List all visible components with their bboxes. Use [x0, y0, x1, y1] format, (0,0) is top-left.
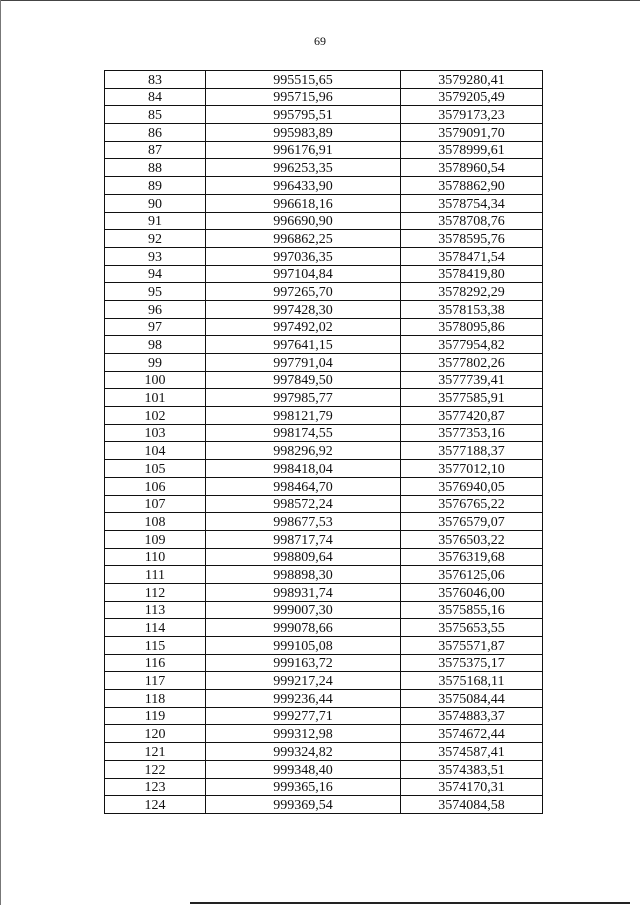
table-row	[105, 88, 543, 106]
y-coordinate-cell: 3579280,41	[401, 71, 543, 89]
y-coordinate-cell: 3577954,82	[401, 336, 543, 354]
point-number-cell: 88	[105, 159, 206, 177]
page-number: 69	[314, 34, 326, 48]
y-coordinate-cell: 3579205,49	[401, 88, 543, 106]
table-row	[105, 796, 543, 814]
y-coordinate-cell: 3577420,87	[401, 407, 543, 425]
y-coordinate-cell: 3574587,41	[401, 743, 543, 761]
point-number-cell: 109	[105, 530, 206, 548]
x-coordinate-cell: 998296,92	[206, 442, 401, 460]
point-number-cell: 89	[105, 177, 206, 195]
table-row	[105, 743, 543, 761]
table-row	[105, 619, 543, 637]
y-coordinate-cell: 3577012,10	[401, 460, 543, 478]
y-coordinate-cell: 3575653,55	[401, 619, 543, 637]
coordinates-table-body	[105, 71, 543, 814]
x-coordinate-cell: 998464,70	[206, 477, 401, 495]
y-coordinate-cell: 3578471,54	[401, 247, 543, 265]
table-row	[105, 318, 543, 336]
point-number-cell: 122	[105, 760, 206, 778]
point-number-cell: 113	[105, 601, 206, 619]
y-coordinate-cell: 3575855,16	[401, 601, 543, 619]
x-coordinate-cell: 997791,04	[206, 354, 401, 372]
point-number-cell: 98	[105, 336, 206, 354]
point-number-cell: 105	[105, 460, 206, 478]
x-coordinate-cell: 997641,15	[206, 336, 401, 354]
x-coordinate-cell: 998121,79	[206, 407, 401, 425]
y-coordinate-cell: 3574883,37	[401, 707, 543, 725]
point-number-cell: 114	[105, 619, 206, 637]
point-number-cell: 84	[105, 88, 206, 106]
x-coordinate-cell: 999324,82	[206, 743, 401, 761]
point-number-cell: 111	[105, 566, 206, 584]
x-coordinate-cell: 997428,30	[206, 300, 401, 318]
point-number-cell: 124	[105, 796, 206, 814]
x-coordinate-cell: 999348,40	[206, 760, 401, 778]
y-coordinate-cell: 3575084,44	[401, 690, 543, 708]
point-number-cell: 91	[105, 212, 206, 230]
x-coordinate-cell: 996690,90	[206, 212, 401, 230]
y-coordinate-cell: 3578153,38	[401, 300, 543, 318]
table-row	[105, 707, 543, 725]
point-number-cell: 102	[105, 407, 206, 425]
table-row	[105, 354, 543, 372]
x-coordinate-cell: 999078,66	[206, 619, 401, 637]
x-coordinate-cell: 999007,30	[206, 601, 401, 619]
point-number-cell: 90	[105, 194, 206, 212]
table-row	[105, 778, 543, 796]
x-coordinate-cell: 996176,91	[206, 141, 401, 159]
table-row	[105, 672, 543, 690]
table-row	[105, 460, 543, 478]
y-coordinate-cell: 3574170,31	[401, 778, 543, 796]
coordinates-table	[104, 70, 543, 814]
x-coordinate-cell: 995795,51	[206, 106, 401, 124]
y-coordinate-cell: 3576579,07	[401, 513, 543, 531]
page-border-bottom	[190, 902, 630, 904]
table-row	[105, 194, 543, 212]
y-coordinate-cell: 3577353,16	[401, 424, 543, 442]
point-number-cell: 83	[105, 71, 206, 89]
y-coordinate-cell: 3578419,80	[401, 265, 543, 283]
table-row	[105, 495, 543, 513]
page-border-left	[0, 0, 1, 905]
point-number-cell: 120	[105, 725, 206, 743]
table-row	[105, 230, 543, 248]
x-coordinate-cell: 995715,96	[206, 88, 401, 106]
table-row	[105, 283, 543, 301]
y-coordinate-cell: 3574084,58	[401, 796, 543, 814]
x-coordinate-cell: 997849,50	[206, 371, 401, 389]
table-row	[105, 654, 543, 672]
y-coordinate-cell: 3574383,51	[401, 760, 543, 778]
point-number-cell: 93	[105, 247, 206, 265]
x-coordinate-cell: 996433,90	[206, 177, 401, 195]
x-coordinate-cell: 997492,02	[206, 318, 401, 336]
point-number-cell: 116	[105, 654, 206, 672]
x-coordinate-cell: 997104,84	[206, 265, 401, 283]
x-coordinate-cell: 998572,24	[206, 495, 401, 513]
point-number-cell: 104	[105, 442, 206, 460]
y-coordinate-cell: 3578754,34	[401, 194, 543, 212]
table-row	[105, 760, 543, 778]
point-number-cell: 101	[105, 389, 206, 407]
point-number-cell: 112	[105, 583, 206, 601]
y-coordinate-cell: 3575375,17	[401, 654, 543, 672]
y-coordinate-cell: 3576046,00	[401, 583, 543, 601]
table-row	[105, 124, 543, 142]
y-coordinate-cell: 3578095,86	[401, 318, 543, 336]
table-row	[105, 442, 543, 460]
table-row	[105, 583, 543, 601]
table-row	[105, 177, 543, 195]
table-row	[105, 637, 543, 655]
point-number-cell: 117	[105, 672, 206, 690]
x-coordinate-cell: 996253,35	[206, 159, 401, 177]
point-number-cell: 118	[105, 690, 206, 708]
point-number-cell: 115	[105, 637, 206, 655]
y-coordinate-cell: 3574672,44	[401, 725, 543, 743]
table-row	[105, 548, 543, 566]
y-coordinate-cell: 3577739,41	[401, 371, 543, 389]
x-coordinate-cell: 999236,44	[206, 690, 401, 708]
point-number-cell: 85	[105, 106, 206, 124]
point-number-cell: 123	[105, 778, 206, 796]
table-row	[105, 513, 543, 531]
x-coordinate-cell: 998717,74	[206, 530, 401, 548]
x-coordinate-cell: 999163,72	[206, 654, 401, 672]
y-coordinate-cell: 3576765,22	[401, 495, 543, 513]
table-row	[105, 601, 543, 619]
y-coordinate-cell: 3576319,68	[401, 548, 543, 566]
table-row	[105, 247, 543, 265]
x-coordinate-cell: 997985,77	[206, 389, 401, 407]
table-row	[105, 141, 543, 159]
y-coordinate-cell: 3577802,26	[401, 354, 543, 372]
point-number-cell: 103	[105, 424, 206, 442]
table-row	[105, 424, 543, 442]
table-row	[105, 336, 543, 354]
x-coordinate-cell: 999217,24	[206, 672, 401, 690]
point-number-cell: 106	[105, 477, 206, 495]
table-row	[105, 407, 543, 425]
table-row	[105, 566, 543, 584]
y-coordinate-cell: 3578292,29	[401, 283, 543, 301]
table-row	[105, 725, 543, 743]
x-coordinate-cell: 996862,25	[206, 230, 401, 248]
point-number-cell: 97	[105, 318, 206, 336]
point-number-cell: 99	[105, 354, 206, 372]
point-number-cell: 121	[105, 743, 206, 761]
x-coordinate-cell: 998418,04	[206, 460, 401, 478]
y-coordinate-cell: 3579091,70	[401, 124, 543, 142]
y-coordinate-cell: 3578595,76	[401, 230, 543, 248]
table-row	[105, 477, 543, 495]
x-coordinate-cell: 998677,53	[206, 513, 401, 531]
point-number-cell: 87	[105, 141, 206, 159]
table-row	[105, 71, 543, 89]
y-coordinate-cell: 3578862,90	[401, 177, 543, 195]
point-number-cell: 100	[105, 371, 206, 389]
point-number-cell: 110	[105, 548, 206, 566]
table-row	[105, 300, 543, 318]
x-coordinate-cell: 998931,74	[206, 583, 401, 601]
x-coordinate-cell: 995983,89	[206, 124, 401, 142]
point-number-cell: 86	[105, 124, 206, 142]
y-coordinate-cell: 3578960,54	[401, 159, 543, 177]
table-row	[105, 530, 543, 548]
x-coordinate-cell: 997265,70	[206, 283, 401, 301]
y-coordinate-cell: 3578999,61	[401, 141, 543, 159]
point-number-cell: 92	[105, 230, 206, 248]
point-number-cell: 108	[105, 513, 206, 531]
table-row	[105, 389, 543, 407]
y-coordinate-cell: 3579173,23	[401, 106, 543, 124]
y-coordinate-cell: 3577585,91	[401, 389, 543, 407]
y-coordinate-cell: 3576940,05	[401, 477, 543, 495]
page-border-top	[0, 0, 640, 1]
y-coordinate-cell: 3577188,37	[401, 442, 543, 460]
x-coordinate-cell: 999365,16	[206, 778, 401, 796]
y-coordinate-cell: 3576125,06	[401, 566, 543, 584]
x-coordinate-cell: 995515,65	[206, 71, 401, 89]
table-row	[105, 212, 543, 230]
point-number-cell: 119	[105, 707, 206, 725]
table-row	[105, 265, 543, 283]
x-coordinate-cell: 998174,55	[206, 424, 401, 442]
point-number-cell: 95	[105, 283, 206, 301]
y-coordinate-cell: 3576503,22	[401, 530, 543, 548]
table-row	[105, 690, 543, 708]
x-coordinate-cell: 996618,16	[206, 194, 401, 212]
x-coordinate-cell: 997036,35	[206, 247, 401, 265]
point-number-cell: 94	[105, 265, 206, 283]
table-row	[105, 371, 543, 389]
x-coordinate-cell: 999369,54	[206, 796, 401, 814]
x-coordinate-cell: 999312,98	[206, 725, 401, 743]
x-coordinate-cell: 999277,71	[206, 707, 401, 725]
x-coordinate-cell: 999105,08	[206, 637, 401, 655]
point-number-cell: 107	[105, 495, 206, 513]
y-coordinate-cell: 3578708,76	[401, 212, 543, 230]
point-number-cell: 96	[105, 300, 206, 318]
table-row	[105, 159, 543, 177]
table-row	[105, 106, 543, 124]
x-coordinate-cell: 998898,30	[206, 566, 401, 584]
y-coordinate-cell: 3575168,11	[401, 672, 543, 690]
y-coordinate-cell: 3575571,87	[401, 637, 543, 655]
x-coordinate-cell: 998809,64	[206, 548, 401, 566]
